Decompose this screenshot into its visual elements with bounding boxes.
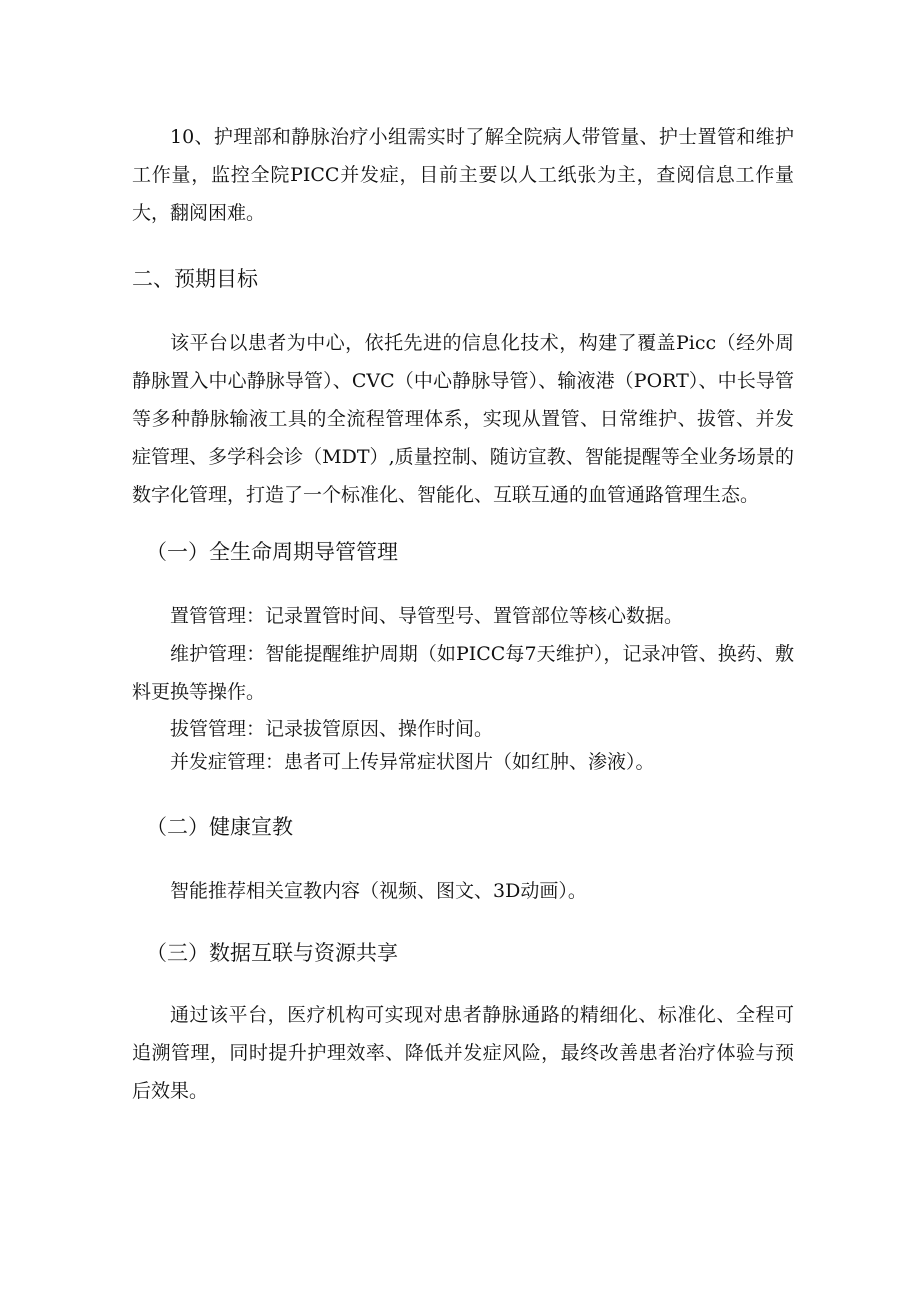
list-item-maintenance: 维护管理：智能提醒维护周期（如PICC每7天维护），记录冲管、换药、敷料更换等操作。 [132,643,794,703]
subsection-heading-lifecycle: （一）全生命周期导管管理 [146,540,398,564]
conclusion-paragraph: 通过该平台，医疗机构可实现对患者静脉通路的精细化、标准化、全程可追溯管理，同时提升护理效率、降低并发症风险，最终改善患者治疗体验与预后效果。 [132,1004,794,1102]
list-item-placement: 置管管理：记录置管时间、导管型号、置管部位等核心数据。 [170,605,684,627]
subsection-heading-data-interconnection: （三）数据互联与资源共享 [146,941,398,965]
intro-paragraph: 10、护理部和静脉治疗小组需实时了解全院病人带管量、护士置管和维护工作量，监控全院PICC并发症，目前主要以人工纸张为主，查阅信息工作量大，翻阅困难。 [132,126,794,224]
list-item-complication: 并发症管理：患者可上传异常症状图片（如红肿、渗液）。 [170,751,655,773]
list-item-removal: 拔管管理：记录拔管原因、操作时间。 [170,718,494,740]
health-education-paragraph: 智能推荐相关宣教内容（视频、图文、3D动画）。 [170,880,587,902]
section-paragraph-platform-overview: 该平台以患者为中心，依托先进的信息化技术，构建了覆盖Picc（经外周静脉置入中心静脉导管）、CVC（中心静脉导管）、输液港（PORT）、中长导管等多种静脉输液工具的全流程管理体系，实现从置管、日常维护、拔管、并发症管理、多学科会诊（MDT）,质量控制、随访宣教、智能提醒等全业务场景的数字化管理，打造了一个标准化、智能化、互联互通的血管通路管理生态。 [132,332,794,506]
subsection-heading-health-education: （二）健康宣教 [146,815,293,839]
section-heading-expected-goals: 二、预期目标 [132,267,258,291]
